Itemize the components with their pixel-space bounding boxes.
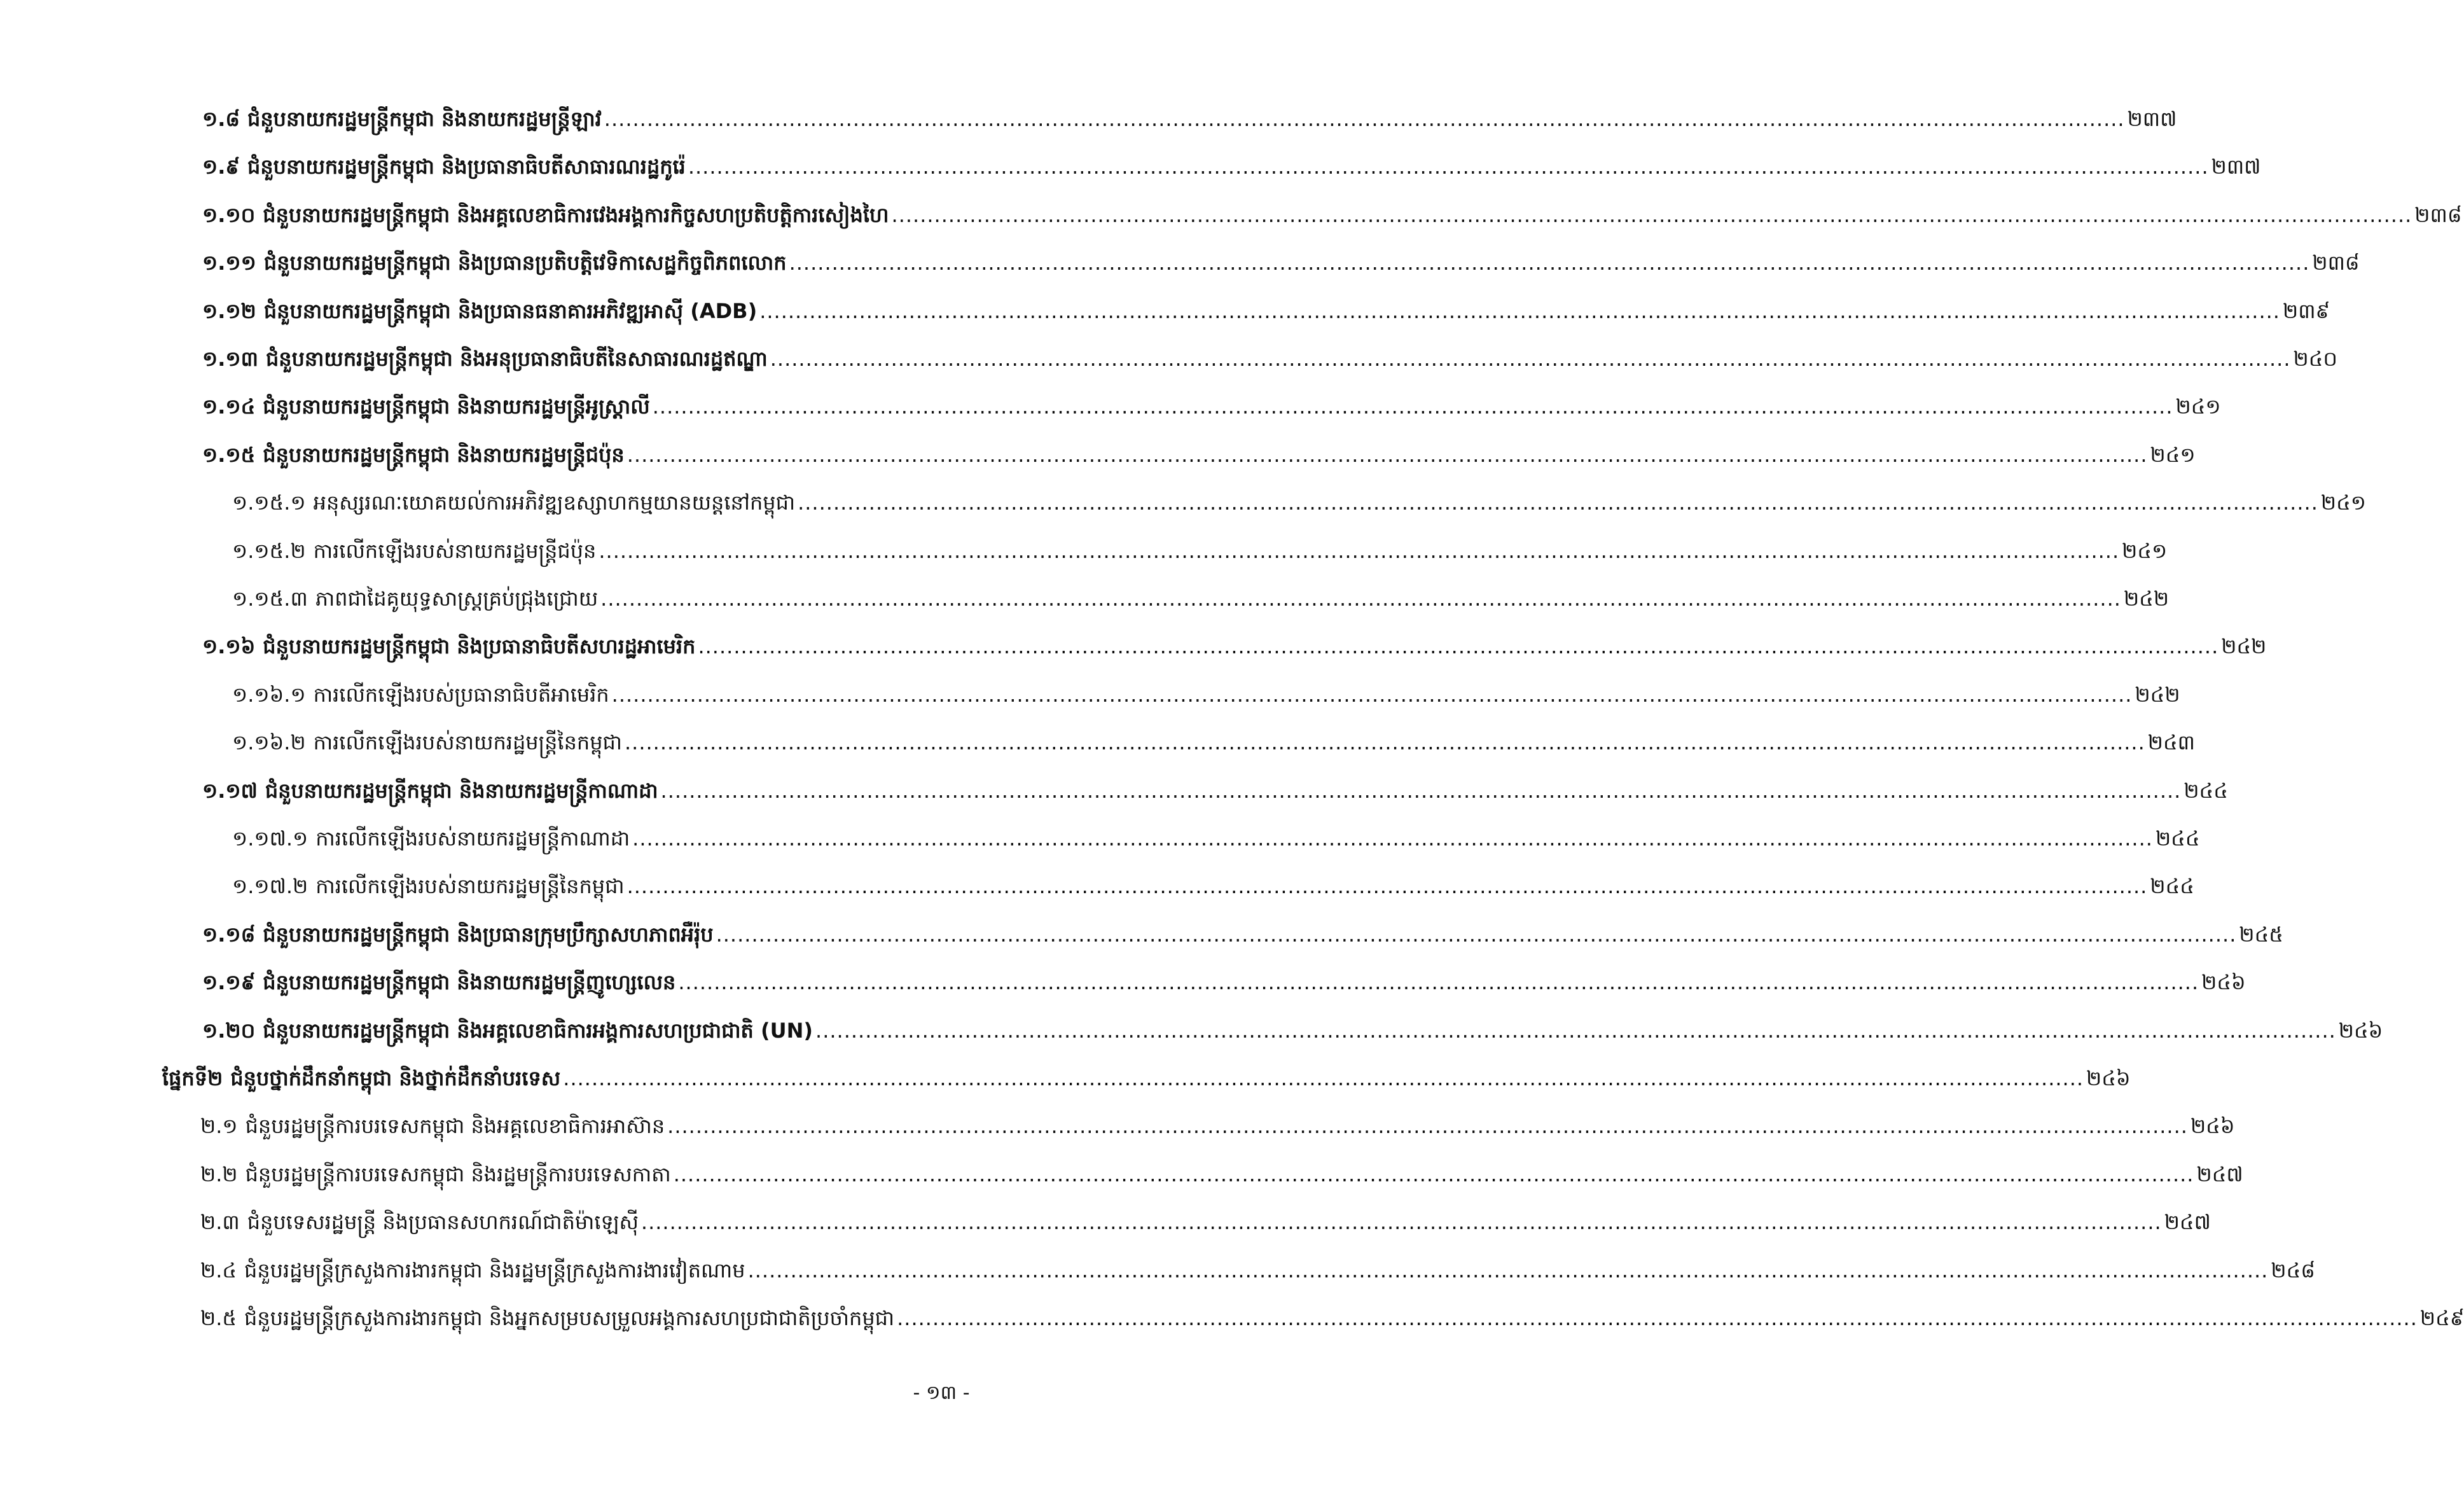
- dot-leader: [759, 292, 2280, 330]
- toc-entry-number: ១.១៤: [202, 394, 256, 419]
- toc-entry-number: ១.២០: [202, 1019, 256, 1043]
- toc-entry-page: ២៤៤: [2150, 874, 2194, 898]
- toc-entry-title: ជំនួបនាយករដ្ឋមន្ត្រីកម្ពុជា និងអគ្គលេខាធិការវេងអង្គការកិច្ចសហប្រតិបត្តិការសៀងហៃ: [263, 203, 889, 227]
- toc-entry-page: ២៤១: [2150, 443, 2196, 467]
- toc-entry-title: ជំនួបនាយករដ្ឋមន្ត្រីកម្ពុជា និងអគ្គលេខាធិការអង្គការសហប្រជាជាតិ (UN): [263, 1019, 813, 1043]
- dot-leader: [716, 915, 2237, 954]
- toc-entry[interactable]: [200, 1203, 2211, 1241]
- toc-entry-title: អនុស្សរណៈយោគយល់ការអភិវឌ្ឍឧស្សាហកម្មយានយន្តនៅកម្ពុជា: [313, 490, 796, 515]
- toc-entry-title: ជំនួបនាយករដ្ឋមន្ត្រីកម្ពុជា និងប្រធានក្រុមប្រឹក្សាសហភាពអឺរ៉ុប: [263, 922, 714, 947]
- toc-entry-number: ២.៣: [200, 1210, 240, 1234]
- toc-entry-title: ជំនួបរដ្ឋមន្ត្រីក្រសួងការងារកម្ពុជា និងរដ្ឋមន្ត្រីក្រសួងការងារវៀតណាម: [244, 1258, 745, 1283]
- toc-entry-title: ជំនួបថ្នាក់ដឹកនាំកម្ពុជា និងថ្នាក់ដឹកនាំបរទេស: [230, 1066, 561, 1090]
- toc-entry-number: ២.២: [200, 1162, 238, 1186]
- dot-leader: [698, 627, 2218, 665]
- toc-entry-title: ជំនួបនាយករដ្ឋមន្ត្រីកម្ពុជា និងប្រធានាធិបតីសាធារណរដ្ឋកូរ៉េ: [247, 155, 686, 179]
- dot-leader: [632, 819, 2153, 858]
- toc-entry-page: ២៤១: [2175, 394, 2221, 419]
- toc-entry-number: ១.១៧.២: [232, 874, 308, 898]
- toc-entry[interactable]: [232, 867, 2194, 905]
- dot-leader: [612, 676, 2133, 714]
- toc-entry-page: ២៣៧: [2127, 107, 2177, 131]
- toc-entry-title: ជំនួបនាយករដ្ឋមន្ត្រីកម្ពុជា និងអនុប្រធានាធិបតីនៃសាធារណរដ្ឋឥណ្ឌា: [265, 347, 768, 371]
- toc-entry-number: ១.១៩: [202, 970, 256, 994]
- toc-entry-page: ២៤៤: [2184, 779, 2228, 803]
- toc-entry-title: ជំនួបរដ្ឋមន្ត្រីក្រសួងការងារកម្ពុជា និងអ្នកសម្របសម្រួលអង្គការសហប្រជាជាតិប្រចាំកម្ពុជា: [244, 1306, 895, 1330]
- dot-leader: [625, 723, 2145, 761]
- toc-entry[interactable]: [202, 436, 2196, 474]
- toc-entry[interactable]: [232, 532, 2168, 570]
- toc-entry-number: ១.១៥.២: [232, 539, 306, 563]
- toc-entry[interactable]: [232, 580, 2170, 618]
- toc-entry-title: ការលើកឡើងរបស់ប្រធានាធិបតីអាមេរិក: [313, 683, 609, 707]
- dot-leader: [627, 436, 2148, 474]
- toc-entry-number: ១.១៥.៣: [232, 587, 308, 611]
- toc-entry-title: ជំនួបនាយករដ្ឋមន្ត្រីកម្ពុជា និងប្រធានប្រតិបត្តិវេទិកាសេដ្ឋកិច្ចពិភពលោក: [263, 251, 787, 275]
- toc-entry-title: ភាពជាដៃគូយុទ្ធសាស្ត្រគ្រប់ជ្រុងជ្រោយ: [315, 587, 599, 611]
- toc-entry-number: ១.៩: [202, 155, 240, 179]
- toc-entry[interactable]: [200, 1299, 2464, 1337]
- toc-entry[interactable]: [202, 340, 2338, 378]
- toc-entry-number: ១.១០: [202, 203, 256, 227]
- toc-entry[interactable]: [202, 292, 2330, 330]
- toc-entry-page: ២៤៨: [2271, 1258, 2315, 1283]
- toc-entry-title: ការលើកឡើងរបស់នាយករដ្ឋមន្ត្រីជប៉ុន: [313, 539, 597, 563]
- toc-entry[interactable]: [162, 1059, 2131, 1097]
- toc-entry[interactable]: [202, 627, 2267, 665]
- toc-entry-page: ២៤៣: [2147, 730, 2195, 754]
- toc-entry-page: ២៣៧: [2211, 155, 2261, 179]
- toc-entry[interactable]: [202, 772, 2228, 810]
- toc-entry-number: ១.១៦: [202, 634, 256, 658]
- toc-entry-number: ១.១៧.១: [232, 826, 308, 851]
- toc-entry[interactable]: [200, 1107, 2235, 1145]
- dot-leader: [674, 1155, 2194, 1193]
- toc-entry-page: ២៤៦: [2338, 1019, 2383, 1043]
- toc-entry-page: ២៤២: [2221, 634, 2267, 658]
- toc-entry-number: ១.១៣: [202, 347, 258, 371]
- toc-entry-number: ១.១៧: [202, 779, 258, 803]
- toc-entry-number: ១.១៦.២: [232, 730, 306, 754]
- toc-entry[interactable]: [202, 963, 2246, 1001]
- toc-entry-page: ២៣៨: [2312, 251, 2360, 275]
- toc-entry-title: ជំនួបនាយករដ្ឋមន្ត្រីកម្ពុជា និងប្រធានធនាគារអភិវឌ្ឍអាស៊ី (ADB): [263, 299, 758, 323]
- toc-entry-page: ២៤៦: [2086, 1066, 2131, 1090]
- dot-leader: [678, 963, 2199, 1001]
- toc-entry[interactable]: [202, 244, 2360, 282]
- toc-entry[interactable]: [232, 723, 2195, 761]
- toc-entry[interactable]: [202, 148, 2261, 186]
- toc-entry-page: ២៣៨: [2414, 203, 2462, 227]
- toc-entry-title: ការលើកឡើងរបស់នាយករដ្ឋមន្ត្រីនៃកម្ពុជា: [315, 874, 625, 898]
- dot-leader: [688, 148, 2209, 186]
- toc-entry-number: ១.១៥.១: [232, 490, 306, 515]
- toc-entry-page: ២៤៦: [2190, 1114, 2235, 1138]
- toc-entry[interactable]: [232, 483, 2366, 522]
- toc-entry[interactable]: [232, 676, 2180, 714]
- toc-entry-page: ២៤២: [2135, 683, 2180, 707]
- dot-leader: [641, 1203, 2162, 1241]
- toc-entry-number: ២.៥: [200, 1306, 237, 1330]
- toc-entry-number: ១.១៥: [202, 443, 256, 467]
- toc-entry-number: ១.៨: [202, 107, 240, 131]
- toc-entry-title: ជំនួបនាយករដ្ឋមន្ត្រីកម្ពុជា និងនាយករដ្ឋមន្ត្រីអូស្ត្រាលី: [263, 394, 650, 419]
- dot-leader: [627, 867, 2148, 905]
- toc-entry[interactable]: [202, 1012, 2383, 1050]
- toc-entry[interactable]: [200, 1155, 2243, 1193]
- dot-leader: [897, 1299, 2418, 1337]
- toc-entry-page: ២៤០: [2293, 347, 2338, 371]
- dot-leader: [599, 532, 2119, 570]
- toc-entry-number: ២.១: [200, 1114, 238, 1138]
- toc-entry-title: ជំនួបរដ្ឋមន្ត្រីការបរទេសកម្ពុជា និងរដ្ឋមន្ត្រីការបរទេសកាតា: [245, 1162, 671, 1186]
- toc-entry-title: ការលើកឡើងរបស់នាយករដ្ឋមន្ត្រីនៃកម្ពុជា: [313, 730, 622, 754]
- dot-leader: [748, 1251, 2269, 1290]
- toc-entry-number: ២.៤: [200, 1258, 237, 1283]
- dot-leader: [604, 100, 2125, 138]
- toc-entry-page: ២៤១: [2320, 490, 2366, 515]
- toc-entry-number: ១.១១: [202, 251, 256, 275]
- toc-entry-title: ការលើកឡើងរបស់នាយករដ្ឋមន្ត្រីកាណាដា: [315, 826, 630, 851]
- dot-leader: [789, 244, 2310, 282]
- toc-entry[interactable]: [202, 915, 2283, 954]
- toc-entry[interactable]: [200, 1251, 2315, 1290]
- toc-entry-title: ជំនួបនាយករដ្ឋមន្ត្រីកម្ពុជា និងនាយករដ្ឋមន្ត្រីញូហ្សេលេន: [263, 970, 676, 994]
- toc-entry[interactable]: [202, 196, 2462, 234]
- dot-leader: [798, 483, 2318, 522]
- dot-leader: [892, 196, 2412, 234]
- toc-entry-page: ២៤៧: [2196, 1162, 2243, 1186]
- page-number: - ១៣ -: [913, 1382, 970, 1404]
- toc-entry-number: ១.១៨: [202, 922, 256, 947]
- dot-leader: [667, 1107, 2188, 1145]
- toc-entry-title: ជំនួបរដ្ឋមន្ត្រីការបរទេសកម្ពុជា និងអគ្គលេខាធិការអាស៊ាន: [245, 1114, 665, 1138]
- toc-entry-page: ២៣៩: [2282, 299, 2330, 323]
- toc-entry[interactable]: [232, 819, 2200, 858]
- toc-entry-number: ផ្នែកទី២: [162, 1066, 223, 1090]
- toc-entry-title: ជំនួបទេសរដ្ឋមន្ត្រី និងប្រធានសហករណ៍ជាតិម៉ាឡេស៊ី: [247, 1210, 639, 1234]
- toc-entry-number: ១.១២: [202, 299, 256, 323]
- toc-entry-page: ២៤២: [2123, 587, 2170, 611]
- toc-entry-page: ២៤៧: [2164, 1210, 2211, 1234]
- dot-leader: [661, 772, 2182, 810]
- toc-entry-number: ១.១៦.១: [232, 683, 306, 707]
- toc-entry-page: ២៤១: [2122, 539, 2168, 563]
- toc-entry-title: ជំនួបនាយករដ្ឋមន្ត្រីកម្ពុជា និងប្រធានាធិបតីសហរដ្ឋអាមេរិក: [263, 634, 696, 658]
- toc-entry[interactable]: [202, 387, 2221, 426]
- toc-entry-title: ជំនួបនាយករដ្ឋមន្ត្រីកម្ពុជា និងនាយករដ្ឋមន្ត្រីឡាវ: [247, 107, 602, 131]
- dot-leader: [770, 340, 2291, 378]
- toc-entry-page: ២៤៩: [2419, 1306, 2464, 1330]
- toc-entry-title: ជំនួបនាយករដ្ឋមន្ត្រីកម្ពុជា និងនាយករដ្ឋមន្ត្រីជប៉ុន: [263, 443, 625, 467]
- toc-entry-title: ជំនួបនាយករដ្ឋមន្ត្រីកម្ពុជា និងនាយករដ្ឋមន្ត្រីកាណាដា: [265, 779, 658, 803]
- toc-entry-page: ២៤៥: [2239, 922, 2283, 947]
- toc-entry[interactable]: [202, 100, 2177, 138]
- dot-leader: [563, 1059, 2084, 1097]
- dot-leader: [600, 580, 2121, 618]
- dot-leader: [815, 1012, 2336, 1050]
- dot-leader: [653, 387, 2173, 426]
- toc-entry-page: ២៤៦: [2201, 970, 2246, 994]
- toc-entry-page: ២៤៤: [2155, 826, 2200, 851]
